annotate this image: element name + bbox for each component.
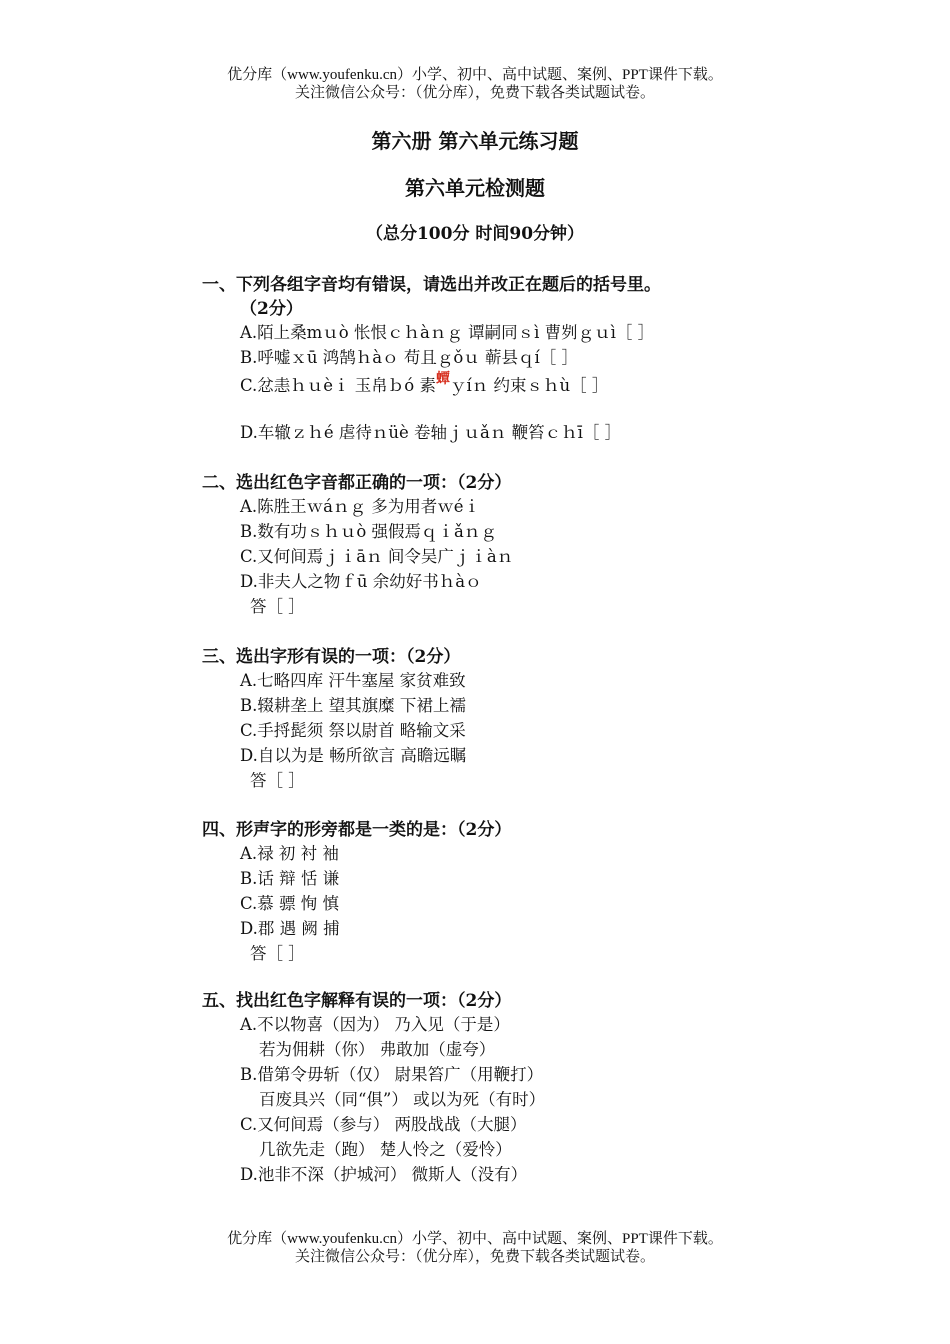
q3-answer: 答［ ］: [250, 771, 305, 790]
q5-option-c-line2: 几欲先走（跑） 楚人怜之（爱怜）: [259, 1140, 512, 1159]
page-footer: [0, 1230, 950, 1266]
q1-option-b: B.呼嘘ｘū 鸿鹄ｈàｏ 苟且ｇǒｕ 蕲县ｑí［ ］: [240, 348, 579, 367]
q3-option-a: A.七略四库 汗牛塞屋 家贫难致: [240, 671, 466, 690]
q5-option-a-line1: A.不以物喜（因为） 乃入见（于是）: [240, 1015, 510, 1034]
doc-score-time: （总分100分 时间90分钟）: [365, 224, 585, 244]
q4-option-a: A.禄 初 衬 袖: [240, 844, 339, 863]
q5-option-b-line1: B.借第令毋斩（仅） 尉果笞广（用鞭打）: [240, 1065, 544, 1084]
footer-line-1: 优分库（www.youfenku.cn）小学、初中、高中试题、案例、PPT课件下载。: [227, 1231, 723, 1247]
q1-option-c-suffix: ｙíｎ 约束ｓｈù［ ］: [449, 376, 609, 395]
q2-option-b: B.数有功ｓｈｕò 强假焉ｑｉǎｎｇ: [240, 522, 497, 541]
q2-option-c: C.又何间焉ｊｉāｎ 间令吴广ｊｉàｎ: [240, 547, 514, 566]
q1-option-d: D.车辙ｚｈé 虐待ｎüè 卷轴ｊｕǎｎ 鞭笞ｃｈī［ ］: [240, 423, 622, 442]
q5-option-d-line1: D.池非不深（护城河） 微斯人（没有）: [240, 1165, 528, 1184]
header-line-1: 优分库（www.youfenku.cn）小学、初中、高中试题、案例、PPT课件下载。: [227, 67, 723, 83]
q3-option-c: C.手捋髭须 祭以尉首 略输文采: [240, 721, 466, 740]
q5-heading: 五、找出红色字解释有误的一项：（2分）: [202, 991, 512, 1011]
q1-heading: 一、下列各组字音均有错误，请选出并改正在题后的括号里。: [202, 275, 661, 295]
page-header: [0, 66, 950, 102]
q4-answer: 答［ ］: [250, 944, 305, 963]
q4-option-d: D.郡 遇 阙 捕: [240, 919, 340, 938]
q3-option-b: B.辍耕垄上 望其旗糜 下裙上襦: [240, 696, 466, 715]
header-line-2: 关注微信公众号：（优分库），免费下载各类试题试卷。: [294, 85, 655, 101]
q3-option-d: D.自以为是 畅所欲言 高瞻远瞩: [240, 746, 467, 765]
q2-option-d: D.非夫人之物ｆū 余幼好书ｈàｏ: [240, 572, 482, 591]
doc-subtitle: 第六单元检测题: [405, 176, 545, 200]
q5-option-c-line1: C.又何间焉（参与） 两股战战（大腿）: [240, 1115, 527, 1134]
q5-option-b-line2: 百废具兴（同“俱”） 或以为死（有时）: [259, 1090, 546, 1109]
q2-option-a: A.陈胜王ｗáｎｇ 多为用者ｗéｉ: [240, 497, 481, 516]
footer-line-2: 关注微信公众号：（优分库），免费下载各类试题试卷。: [294, 1249, 655, 1265]
q5-option-a-line2: 若为佣耕（你） 弗敢加（虚夸）: [259, 1040, 496, 1059]
q4-option-b: B.话 辩 恬 谦: [240, 869, 340, 888]
q3-heading: 三、选出字形有误的一项：（2分）: [202, 647, 461, 667]
q1-red-char: 蟫: [435, 371, 450, 387]
q2-heading: 二、选出红色字音都正确的一项：（2分）: [202, 473, 512, 493]
q4-heading: 四、形声字的形旁都是一类的是：（2分）: [202, 820, 512, 840]
q1-option-c-prefix: C.忿恚ｈｕèｉ 玉帛ｂó 素: [240, 376, 436, 395]
doc-title: 第六册 第六单元练习题: [371, 129, 579, 153]
q2-answer: 答［ ］: [250, 597, 305, 616]
q1-option-c: [240, 372, 608, 396]
q1-score: （2分）: [240, 299, 303, 319]
q4-option-c: C.慕 骠 恂 慎: [240, 894, 340, 913]
q1-option-a: A.陌上桑mｕò 怅恨ｃｈàｎｇ 谭嗣同ｓì 曹刿ｇｕì［ ］: [240, 323, 655, 342]
